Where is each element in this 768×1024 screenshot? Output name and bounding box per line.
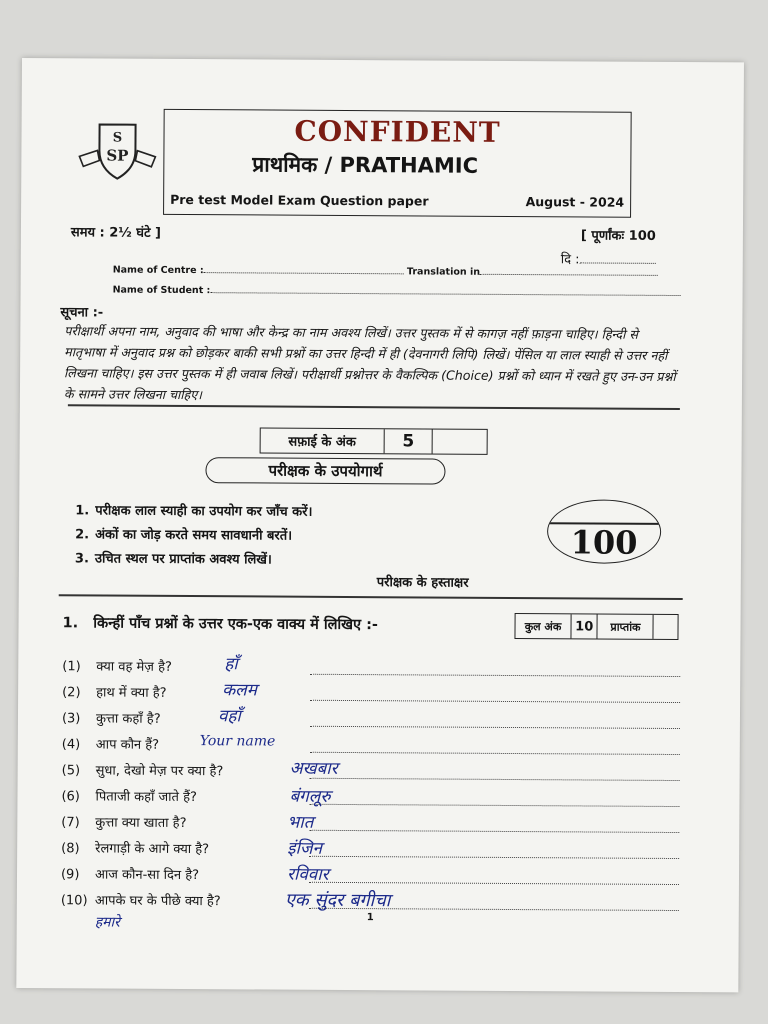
translation-label: Translation in [406,266,481,278]
answer-line [309,804,679,807]
cleanliness-box [260,427,488,454]
question-1-heading: 1. किन्हीं पाँच प्रश्नों के उत्तर एक-एक वाक्य में लिखिए :- [62,615,378,634]
date-label: दि : [560,252,580,268]
answer-line [310,700,680,703]
cleanliness-label: सफ़ाई के अंक [261,428,385,453]
answer-line [309,882,679,885]
answer-line [310,778,680,781]
notice-heading: सूचना :- [60,305,104,321]
answer-line [310,674,680,677]
ssp-logo [77,120,157,182]
list-item: (6) पिताजी कहाँ जाते हैं? [61,789,197,806]
answer-line [310,726,680,729]
student-row [113,285,681,299]
exam-month: August - 2024 [525,194,625,210]
full-marks: [ पूर्णांकः 100 [580,228,656,244]
answer-line [310,752,680,755]
svg-text:SP: SP [106,146,129,165]
svg-text:S: S [112,130,123,146]
total-value: 10 [571,614,598,638]
answer-line [309,856,679,859]
answer-9: रविवार [286,864,329,885]
pretest-label: Pre test Model Exam Question paper [170,191,429,209]
list-item: (9) आज कौन-सा दिन है? [60,867,200,884]
cleanliness-blank [433,430,487,454]
brand-title: CONFIDENT [294,114,501,149]
answer-6: बंगलूरु [289,786,331,807]
answer-2: कलम [222,680,257,701]
score-value: 100 [570,523,638,562]
page-number: 1 [366,912,374,924]
score-oval [547,499,661,564]
answer-10: एक सुंदर बगीचा [284,889,391,912]
list-item: (5) सुधा, देखो मेज़ पर क्या है? [61,763,224,780]
list-item: (3) कुत्ता कहाँ है? [61,711,161,727]
cleanliness-value: 5 [384,429,433,453]
instruction-2: 2. अंकों का जोड़ करते समय सावधानी बरतें। [75,527,293,544]
exam-paper [16,58,744,992]
answer-line [309,830,679,833]
time-label: समय : 2½ घंटे ] [70,225,162,241]
list-item: (10) आपके घर के पीछे क्या है? [60,893,221,910]
answer-8: इंजिन [287,838,323,859]
answer-5: अखबार [289,758,338,779]
list-item: (4) आप कौन हैं? [61,737,160,753]
list-item: (8) रेलगाड़ी के आगे क्या है? [61,841,210,858]
list-item: (1) क्या वह मेज़ है? [62,659,172,675]
answer-4: Your name [199,733,276,750]
obtained-label: प्राप्तांक [598,615,654,639]
date-field [561,249,656,268]
exam-subtitle: प्राथमिक / PRATHAMIC [252,152,479,178]
answer-7: भात [287,812,314,833]
header-box [163,109,632,218]
divider [59,594,683,600]
answer-1: हाँ [224,654,238,675]
obtained-blank [654,615,678,639]
list-item: (7) कुत्ता क्या खाता है? [61,815,187,832]
extra-handwritten-note: हमारे [94,914,120,931]
question-1-marks-box [514,613,678,640]
notice-text: परीक्षार्थी अपना नाम, अनुवाद की भाषा और केन्द्र का नाम अवश्य लिखें। उत्तर पुस्तक में से कागज़ नहीं फ़ाड़ना चाहिए। हिन्दी से मातृभाषा में अनुवाद प्रश्न को छोड़कर बाकी सभी प्रश्नों का उत्तर हिन्दी में ही (देवनागरी लिपि) लिखें। पेंसिल या लाल स्याही से उत्तर नहीं लिखना चाहिए। इस उत्तर पुस्तक में ही जवाब लिखें। परीक्षार्थी प्रश्नोत्तर के वैकल्पिक (Choice) प्रश्नों को ध्यान में रखते हुए उन-उन प्रश्नों के सामने उत्तर लिखना चाहिए। [63,323,676,403]
student-label: Name of Student : [112,284,211,297]
answer-3: वहाँ [217,706,241,727]
examiner-signature-label: परीक्षक के हस्ताक्षर [376,575,469,591]
instruction-3: 3. उचित स्थल पर प्राप्तांक अवश्य लिखें। [74,551,272,568]
instruction-1: 1. परीक्षक लाल स्याही का उपयोग कर जाँच करें। [75,503,313,520]
centre-label: Name of Centre : [112,264,204,277]
list-item: (2) हाथ में क्या है? [62,685,167,701]
centre-row [113,265,658,279]
examiner-use-title: परीक्षक के उपयोगार्थ [205,457,445,484]
total-label: कुल अंक [515,614,571,638]
